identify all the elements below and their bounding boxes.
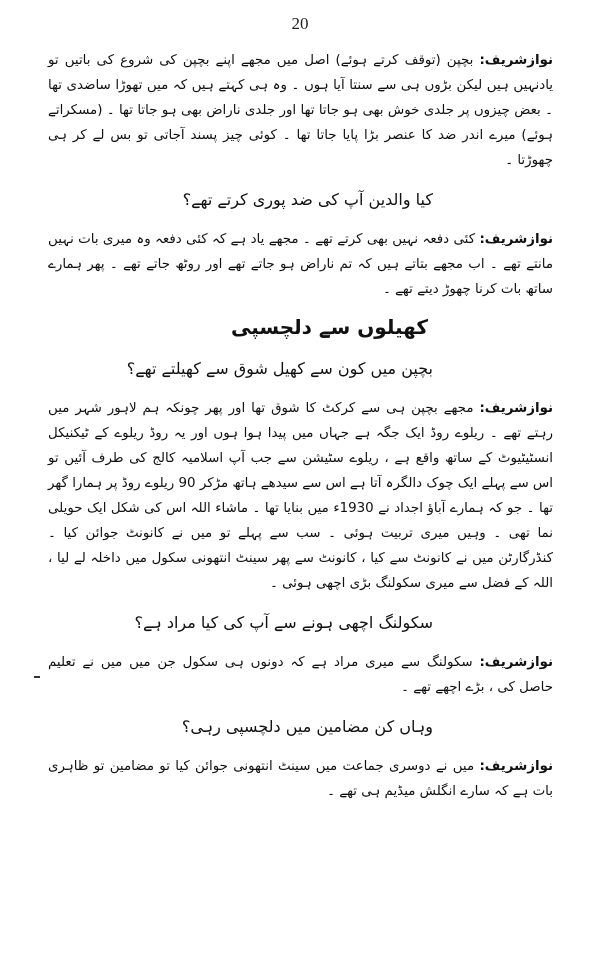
page-content xyxy=(48,48,553,814)
answer-text: میں نے دوسری جماعت میں سینٹ انتھونی جوائن کیا تو مضامین تو ظاہری بات ہے کہ سارے انگلش میڈیم ہی تھے ۔ xyxy=(48,759,553,799)
speaker-label: نوازشریف: xyxy=(479,759,553,774)
interview-question: سکولنگ اچھی ہونے سے آپ کی کیا مراد ہے؟ xyxy=(134,613,433,632)
answer-text: بچپن (توقف کرتے ہوئے) اصل میں مجھے اپنے بچپن کی شروع کی باتیں تو یادنہیں ہیں لیکن بڑوں ہی سے سنتا آیا ہوں ۔ وہ ہی کہتے ہیں کہ میں تھوڑا ساضدی تھا ۔ بعض چیزوں پر جلدی خوش بھی ہو جاتا تھا اور جلدی ناراض بھی ہو جاتا تھا ۔ (مسکراتے ہوئے) میرے اندر ضد کا عنصر بڑا پایا جاتا تھا ۔ کوئی چیز پسند آجاتی تو بس لے کر ہی چھوڑتا ۔ xyxy=(48,53,553,168)
speaker-label: نوازشریف: xyxy=(479,53,553,68)
answer-paragraph xyxy=(48,650,553,700)
speaker-label: نوازشریف: xyxy=(479,401,553,416)
page-number: 20 xyxy=(291,14,309,33)
answer-paragraph xyxy=(48,227,553,302)
speaker-label: نوازشریف: xyxy=(479,655,553,670)
margin-mark xyxy=(34,676,40,678)
speaker-label: نوازشریف: xyxy=(479,232,553,247)
answer-text: سکولنگ سے میری مراد ہے کہ دونوں ہی سکول جن میں میں نے تعلیم حاصل کی ، بڑے اچھے تھے ۔ xyxy=(48,655,553,695)
answer-text: مجھے بچپن ہی سے کرکٹ کا شوق تھا اور پھر چونکہ ہم لاہور شہر میں رہتے تھے ۔ ریلوے روڈ ایک جگہ ہے جہاں میں پیدا ہوا ہوں اور یہ روڈ ریلوے کے ٹیکنیکل انسٹیٹیوٹ کے ساتھ واقع ہے ، ریلوے سٹیشن سے جب آپ اسلامیہ کالج کی طرف آئیں تو اس سے پہلے ایک چوک دالگرہ آتا ہے اس سے سیدھے ہاتھ مڑکر 90 ریلوے روڈ پر ہمارا گھر تھا ۔ جو کہ ہمارے آباؤ اجداد نے 1930ء میں بنایا تھا ۔ ماشاء اللہ اس کی شکل ایک حویلی نما تھی ۔ وہیں میری تربیت ہوئی ۔ سب سے پہلے تو میں نے کانونٹ جوائن کیا ۔ کنڈرگارٹن میں نے کانونٹ سے کیا ، کانونٹ سے پھر سینٹ انتھونی سکول میں داخلہ لے لیا ، اللہ کے فضل سے میری سکولنگ بڑی اچھی ہوئی ۔ xyxy=(48,401,554,591)
section-heading: کھیلوں سے دلچسپی xyxy=(230,315,428,339)
interview-question: کیا والدین آپ کی ضد پوری کرتے تھے؟ xyxy=(182,190,433,209)
answer-paragraph xyxy=(48,754,553,804)
interview-question: بچپن میں کون سے کھیل شوق سے کھیلتے تھے؟ xyxy=(126,359,433,378)
answer-paragraph xyxy=(48,396,553,596)
answer-text: کئی دفعہ نہیں بھی کرتے تھے ۔ مجھے یاد ہے کہ کئی دفعہ وہ میری بات نہیں مانتے تھے ۔ اب مجھے بتاتے ہیں کہ تم ناراض ہو جاتے تھے اور روٹھ جاتے تھے ۔ پھر ہمارے ساتھ بات کرنا چھوڑ دیتے تھے ۔ xyxy=(48,232,553,297)
interview-question: وہاں کن مضامین میں دلچسپی رہی؟ xyxy=(181,717,433,736)
answer-paragraph xyxy=(48,48,553,173)
